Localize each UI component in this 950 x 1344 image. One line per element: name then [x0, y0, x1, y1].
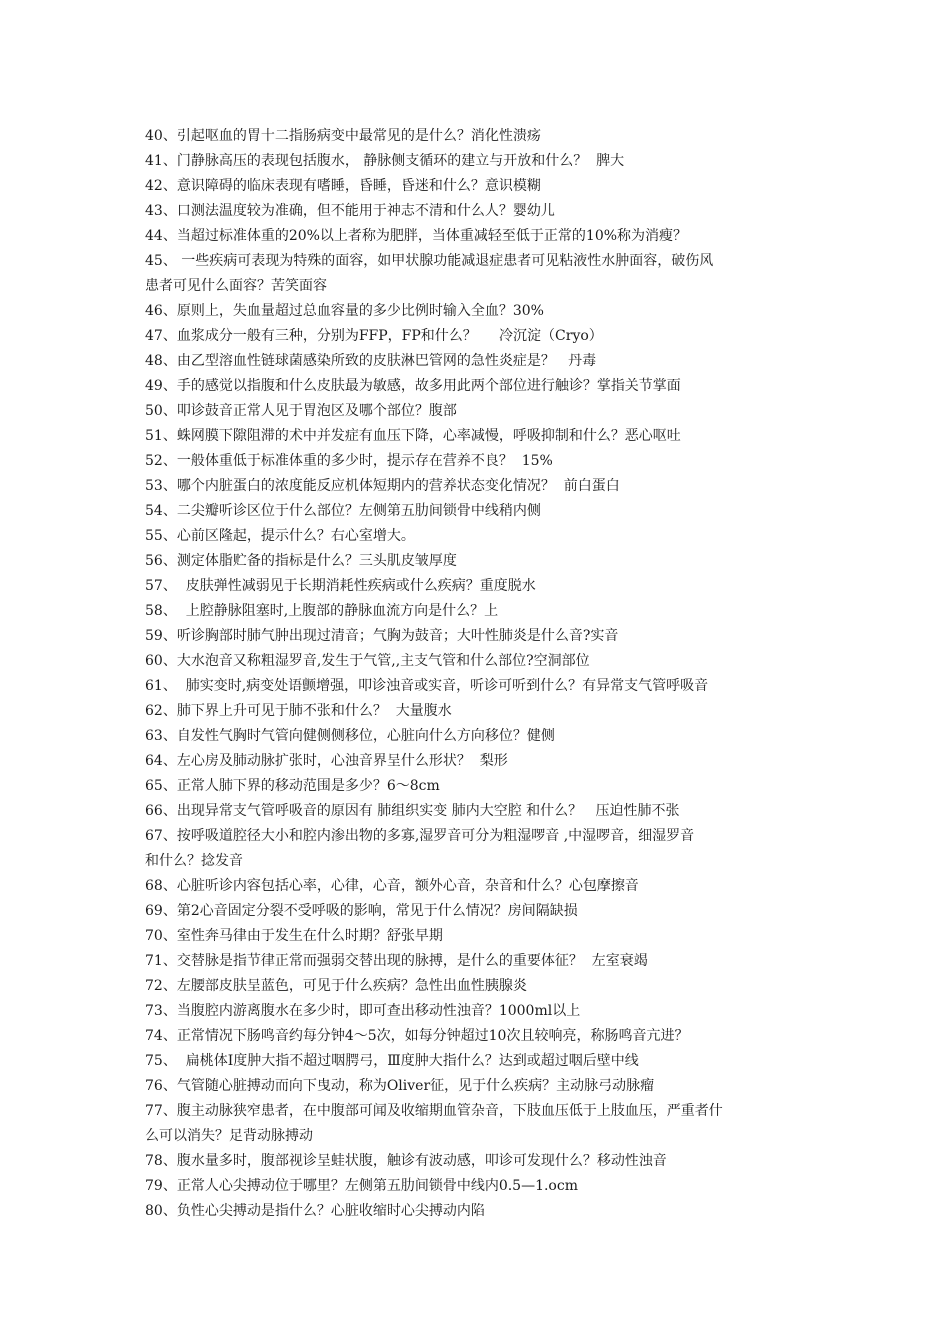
qa-line: 60、大水泡音又称粗湿罗音,发生于气管,,主支气管和什么部位?空洞部位 [145, 653, 590, 669]
qa-line: 43、口测法温度较为准确，但不能用于神志不清和什么人？婴幼儿 [145, 203, 555, 219]
qa-line: 70、室性奔马律由于发生在什么时期？舒张早期 [145, 928, 443, 944]
qa-line: 62、肺下界上升可见于肺不张和什么？ 大量腹水 [145, 703, 452, 719]
qa-line: 41、门静脉高压的表现包括腹水， 静脉侧支循环的建立与开放和什么？ 脾大 [145, 153, 625, 169]
qa-line: 75、 扁桃体Ⅰ度肿大指不超过咽腭弓，Ⅲ度肿大指什么？达到或超过咽后壁中线 [145, 1053, 639, 1069]
qa-line: 和什么？捻发音 [145, 853, 243, 869]
qa-line: 42、意识障碍的临床表现有嗜睡，昏睡，昏迷和什么？意识模糊 [145, 178, 541, 194]
qa-line: 40、引起呕血的胃十二指肠病变中最常见的是什么？消化性溃疡 [145, 128, 541, 144]
qa-line: 54、二尖瓣听诊区位于什么部位？左侧第五肋间锁骨中线稍内侧 [145, 503, 541, 519]
qa-line: 73、当腹腔内游离腹水在多少时，即可查出移动性浊音？1000ml以上 [145, 1003, 581, 1019]
qa-line: 78、腹水量多时，腹部视诊呈蛙状腹，触诊有波动感，叩诊可发现什么？移动性浊音 [145, 1153, 667, 1169]
qa-line: 69、第2心音固定分裂不受呼吸的影响，常见于什么情况？房间隔缺损 [145, 903, 578, 919]
qa-line: 74、正常情况下肠鸣音约每分钟4～5次，如每分钟超过10次且较响亮，称肠鸣音亢进？ [145, 1028, 689, 1044]
qa-line: 46、原则上，失血量超过总血容量的多少比例时输入全血？30% [145, 303, 544, 319]
qa-line: 72、左腰部皮肤呈蓝色，可见于什么疾病？急性出血性胰腺炎 [145, 978, 527, 994]
qa-line: 48、由乙型溶血性链球菌感染所致的皮肤淋巴管网的急性炎症是？ 丹毒 [145, 353, 597, 369]
qa-line: 52、一般体重低于标准体重的多少时，提示存在营养不良？ 15% [145, 453, 553, 469]
qa-line: 64、左心房及肺动脉扩张时，心浊音界呈什么形状？ 梨形 [145, 753, 508, 769]
qa-line: 68、心脏听诊内容包括心率，心律，心音，额外心音，杂音和什么？心包摩擦音 [145, 878, 639, 894]
qa-line: 67、按呼吸道腔径大小和腔内渗出物的多寡,湿罗音可分为粗湿啰音 ,中湿啰音，细湿罗音 [145, 828, 695, 844]
qa-line: 59、听诊胸部时肺气肿出现过清音；气胸为鼓音；大叶性肺炎是什么音?实音 [145, 628, 619, 644]
qa-line: 80、负性心尖搏动是指什么？心脏收缩时心尖搏动内陷 [145, 1203, 485, 1219]
qa-line: 56、测定体脂贮备的指标是什么？三头肌皮皱厚度 [145, 553, 457, 569]
qa-line: 71、交替脉是指节律正常而强弱交替出现的脉搏，是什么的重要体征？ 左室衰竭 [145, 953, 648, 969]
qa-line: 55、心前区隆起，提示什么？右心室增大。 [145, 528, 415, 544]
qa-line: 45、 一些疾病可表现为特殊的面容，如甲状腺功能减退症患者可见粘液性水肿面容，破伤风 [145, 253, 714, 269]
qa-line: 77、腹主动脉狭窄患者，在中腹部可闻及收缩期血管杂音，下肢血压低于上肢血压，严重者什 [145, 1103, 723, 1119]
qa-line: 61、 肺实变时,病变处语颤增强，叩诊浊音或实音，听诊可听到什么？有异常支气管呼吸音 [145, 678, 709, 694]
qa-line: 57、 皮肤弹性减弱见于长期消耗性疾病或什么疾病？重度脱水 [145, 578, 536, 594]
qa-line: 44、当超过标准体重的20%以上者称为肥胖，当体重减轻至低于正常的10%称为消瘦？ [145, 228, 688, 244]
qa-list [145, 124, 813, 1224]
qa-line: 51、蛛网膜下隙阻滞的术中并发症有血压下降，心率减慢，呼吸抑制和什么？恶心呕吐 [145, 428, 681, 444]
qa-line: 患者可见什么面容？苦笑面容 [145, 278, 327, 294]
qa-line: 66、出现异常支气管呼吸音的原因有 肺组织实变 肺内大空腔 和什么？ 压迫性肺不张 [145, 803, 680, 819]
qa-line: 58、 上腔静脉阻塞时,上腹部的静脉血流方向是什么？上 [145, 603, 499, 619]
qa-line: 50、叩诊鼓音正常人见于胃泡区及哪个部位？腹部 [145, 403, 457, 419]
qa-line: 79、正常人心尖搏动位于哪里？左侧第五肋间锁骨中线内0.5—1.ocm [145, 1178, 578, 1194]
qa-line: 47、血浆成分一般有三种，分别为FFP，FP和什么？ 冷沉淀（Cryo） [145, 328, 603, 344]
qa-line: 49、手的感觉以指腹和什么皮肤最为敏感，故多用此两个部位进行触诊？掌指关节掌面 [145, 378, 681, 394]
qa-line: 53、哪个内脏蛋白的浓度能反应机体短期内的营养状态变化情况？ 前白蛋白 [145, 478, 620, 494]
qa-line: 63、自发性气胸时气管向健侧侧移位，心脏向什么方向移位？健侧 [145, 728, 555, 744]
qa-line: 么可以消失？足背动脉搏动 [145, 1128, 313, 1144]
qa-line: 65、正常人肺下界的移动范围是多少？6～8cm [145, 778, 440, 794]
qa-line: 76、气管随心脏搏动而向下曳动，称为Oliver征，见于什么疾病？主动脉弓动脉瘤 [145, 1078, 655, 1094]
